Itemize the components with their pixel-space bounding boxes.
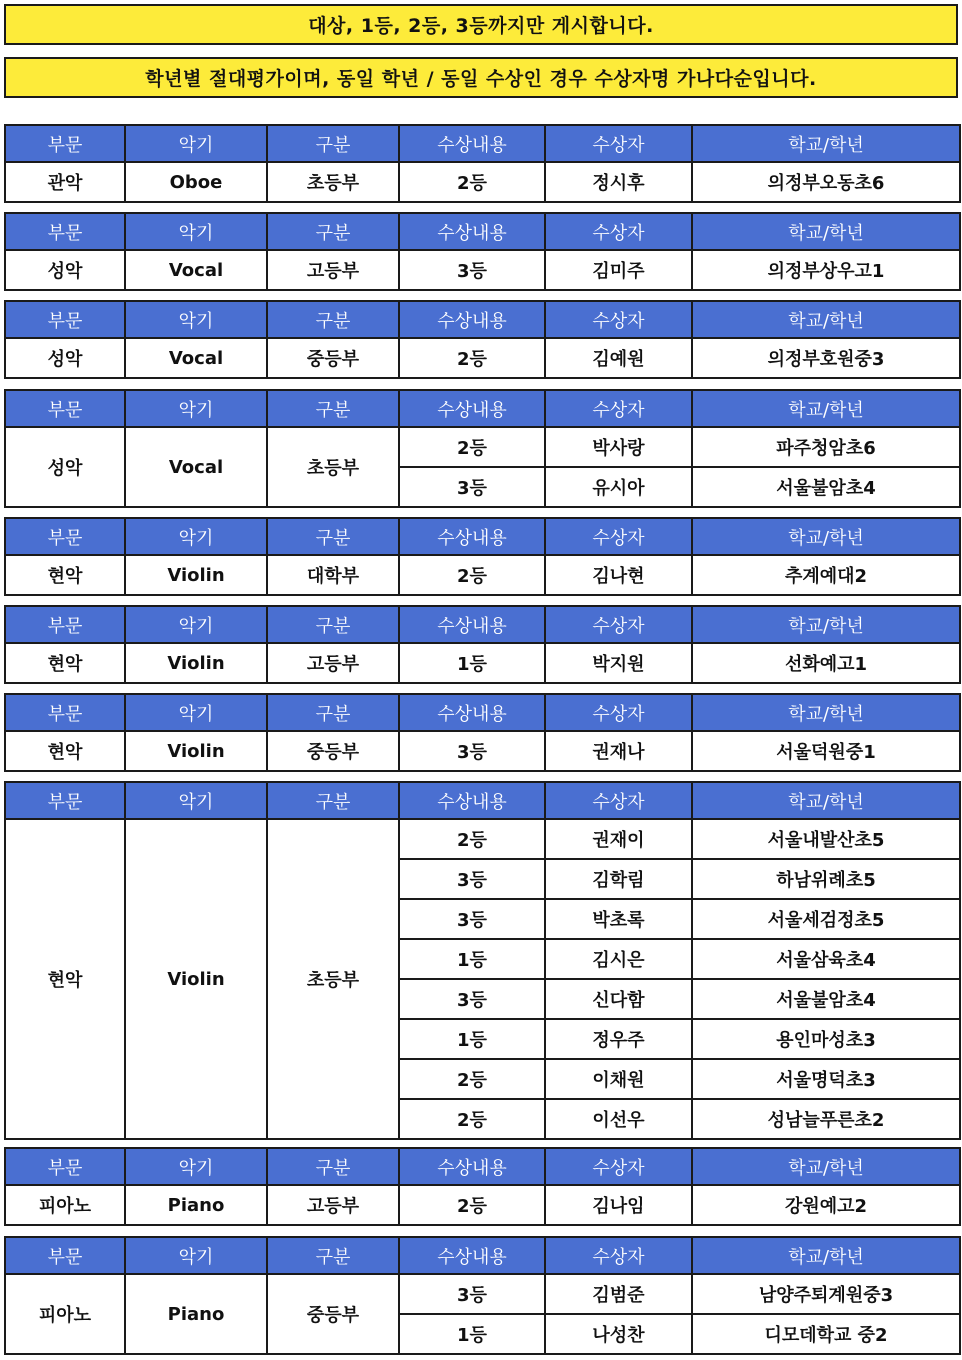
award-cell: 1등 xyxy=(399,939,545,979)
column-header: 부문 xyxy=(5,1237,125,1274)
winner-cell: 김나현 xyxy=(545,555,692,595)
school-cell: 디모데학교 중2 xyxy=(692,1314,960,1354)
column-header: 악기 xyxy=(125,1237,267,1274)
column-header: 학교/학년 xyxy=(692,1148,960,1185)
award-table xyxy=(4,212,961,291)
column-header: 수상내용 xyxy=(399,606,545,643)
winner-cell: 김학림 xyxy=(545,859,692,899)
award-table xyxy=(4,389,961,508)
school-cell: 강원예고2 xyxy=(692,1185,960,1225)
column-header: 악기 xyxy=(125,390,267,427)
header-row xyxy=(5,301,960,338)
column-header: 구분 xyxy=(267,694,399,731)
winner-cell: 나성찬 xyxy=(545,1314,692,1354)
award-cell: 1등 xyxy=(399,1019,545,1059)
column-header: 수상내용 xyxy=(399,1237,545,1274)
winner-cell: 권재나 xyxy=(545,731,692,771)
column-header: 수상내용 xyxy=(399,518,545,555)
column-header: 악기 xyxy=(125,213,267,250)
award-cell: 2등 xyxy=(399,555,545,595)
winner-cell: 박사랑 xyxy=(545,427,692,467)
column-header: 구분 xyxy=(267,782,399,819)
category-cell: 성악 xyxy=(5,427,125,507)
table-row xyxy=(5,427,960,467)
column-header: 학교/학년 xyxy=(692,301,960,338)
school-cell: 서울불암초4 xyxy=(692,979,960,1019)
school-cell: 파주청암초6 xyxy=(692,427,960,467)
winner-cell: 김시은 xyxy=(545,939,692,979)
school-cell: 서울세검정초5 xyxy=(692,899,960,939)
school-cell: 의정부오동초6 xyxy=(692,162,960,202)
division-cell: 초등부 xyxy=(267,427,399,507)
column-header: 학교/학년 xyxy=(692,606,960,643)
division-cell: 초등부 xyxy=(267,162,399,202)
header-row xyxy=(5,782,960,819)
category-cell: 현악 xyxy=(5,555,125,595)
table-row xyxy=(5,731,960,771)
column-header: 학교/학년 xyxy=(692,125,960,162)
award-table xyxy=(4,605,961,684)
column-header: 수상자 xyxy=(545,125,692,162)
category-cell: 현악 xyxy=(5,731,125,771)
winner-cell: 박지원 xyxy=(545,643,692,683)
winner-cell: 이선우 xyxy=(545,1099,692,1139)
column-header: 부문 xyxy=(5,518,125,555)
column-header: 수상자 xyxy=(545,213,692,250)
award-cell: 3등 xyxy=(399,731,545,771)
category-cell: 성악 xyxy=(5,338,125,378)
instrument-cell: Vocal xyxy=(125,427,267,507)
column-header: 수상내용 xyxy=(399,782,545,819)
table-row xyxy=(5,819,960,859)
award-table xyxy=(4,124,961,203)
category-cell: 성악 xyxy=(5,250,125,290)
column-header: 구분 xyxy=(267,213,399,250)
division-cell: 고등부 xyxy=(267,250,399,290)
column-header: 악기 xyxy=(125,606,267,643)
column-header: 학교/학년 xyxy=(692,782,960,819)
category-cell: 현악 xyxy=(5,819,125,1139)
winner-cell: 김나임 xyxy=(545,1185,692,1225)
award-table xyxy=(4,300,961,379)
instrument-cell: Violin xyxy=(125,819,267,1139)
header-row xyxy=(5,213,960,250)
instrument-cell: Piano xyxy=(125,1274,267,1354)
column-header: 수상자 xyxy=(545,1148,692,1185)
column-header: 부문 xyxy=(5,301,125,338)
column-header: 구분 xyxy=(267,1148,399,1185)
award-table xyxy=(4,517,961,596)
column-header: 악기 xyxy=(125,1148,267,1185)
column-header: 구분 xyxy=(267,1237,399,1274)
award-cell: 3등 xyxy=(399,859,545,899)
column-header: 부문 xyxy=(5,606,125,643)
school-cell: 추계예대2 xyxy=(692,555,960,595)
winner-cell: 김예원 xyxy=(545,338,692,378)
category-cell: 관악 xyxy=(5,162,125,202)
winner-cell: 정시후 xyxy=(545,162,692,202)
category-cell: 현악 xyxy=(5,643,125,683)
table-row xyxy=(5,162,960,202)
school-cell: 서울불암초4 xyxy=(692,467,960,507)
school-cell: 서울덕원중1 xyxy=(692,731,960,771)
column-header: 악기 xyxy=(125,782,267,819)
winner-cell: 김미주 xyxy=(545,250,692,290)
table-row xyxy=(5,1274,960,1314)
award-table xyxy=(4,1236,961,1355)
instrument-cell: Vocal xyxy=(125,338,267,378)
division-cell: 중등부 xyxy=(267,1274,399,1354)
column-header: 수상내용 xyxy=(399,301,545,338)
column-header: 수상내용 xyxy=(399,694,545,731)
column-header: 구분 xyxy=(267,125,399,162)
division-cell: 초등부 xyxy=(267,819,399,1139)
column-header: 수상자 xyxy=(545,782,692,819)
school-cell: 용인마성초3 xyxy=(692,1019,960,1059)
award-cell: 3등 xyxy=(399,979,545,1019)
winner-cell: 유시아 xyxy=(545,467,692,507)
school-cell: 남양주퇴계원중3 xyxy=(692,1274,960,1314)
school-cell: 서울삼육초4 xyxy=(692,939,960,979)
header-row xyxy=(5,1237,960,1274)
award-cell: 1등 xyxy=(399,643,545,683)
column-header: 구분 xyxy=(267,301,399,338)
award-cell: 3등 xyxy=(399,467,545,507)
winner-cell: 정우주 xyxy=(545,1019,692,1059)
column-header: 수상내용 xyxy=(399,125,545,162)
school-cell: 의정부상우고1 xyxy=(692,250,960,290)
column-header: 수상자 xyxy=(545,694,692,731)
division-cell: 중등부 xyxy=(267,731,399,771)
column-header: 악기 xyxy=(125,694,267,731)
instrument-cell: Oboe xyxy=(125,162,267,202)
award-cell: 2등 xyxy=(399,1185,545,1225)
winner-cell: 신다함 xyxy=(545,979,692,1019)
notice-ordering-rule: 학년별 절대평가이며, 동일 학년 / 동일 수상인 경우 수상자명 가나다순입니다. xyxy=(4,57,958,98)
column-header: 부문 xyxy=(5,390,125,427)
column-header: 수상자 xyxy=(545,606,692,643)
instrument-cell: Violin xyxy=(125,643,267,683)
table-row xyxy=(5,250,960,290)
school-cell: 성남늘푸른초2 xyxy=(692,1099,960,1139)
award-table xyxy=(4,781,961,1140)
award-cell: 2등 xyxy=(399,1059,545,1099)
column-header: 학교/학년 xyxy=(692,213,960,250)
school-cell: 의정부호원중3 xyxy=(692,338,960,378)
column-header: 수상내용 xyxy=(399,213,545,250)
column-header: 수상자 xyxy=(545,518,692,555)
award-cell: 2등 xyxy=(399,162,545,202)
column-header: 부문 xyxy=(5,782,125,819)
column-header: 수상자 xyxy=(545,301,692,338)
instrument-cell: Violin xyxy=(125,555,267,595)
column-header: 수상내용 xyxy=(399,390,545,427)
category-cell: 피아노 xyxy=(5,1274,125,1354)
award-cell: 3등 xyxy=(399,250,545,290)
category-cell: 피아노 xyxy=(5,1185,125,1225)
award-cell: 2등 xyxy=(399,427,545,467)
award-cell: 2등 xyxy=(399,338,545,378)
table-row xyxy=(5,643,960,683)
school-cell: 하남위례초5 xyxy=(692,859,960,899)
column-header: 수상자 xyxy=(545,390,692,427)
column-header: 구분 xyxy=(267,390,399,427)
column-header: 학교/학년 xyxy=(692,518,960,555)
award-cell: 2등 xyxy=(399,1099,545,1139)
header-row xyxy=(5,125,960,162)
instrument-cell: Piano xyxy=(125,1185,267,1225)
school-cell: 선화예고1 xyxy=(692,643,960,683)
column-header: 악기 xyxy=(125,518,267,555)
winner-cell: 김범준 xyxy=(545,1274,692,1314)
column-header: 부문 xyxy=(5,694,125,731)
instrument-cell: Violin xyxy=(125,731,267,771)
column-header: 학교/학년 xyxy=(692,390,960,427)
award-table xyxy=(4,693,961,772)
column-header: 수상자 xyxy=(545,1237,692,1274)
column-header: 부문 xyxy=(5,1148,125,1185)
column-header: 수상내용 xyxy=(399,1148,545,1185)
division-cell: 대학부 xyxy=(267,555,399,595)
division-cell: 중등부 xyxy=(267,338,399,378)
header-row xyxy=(5,1148,960,1185)
table-row xyxy=(5,1185,960,1225)
column-header: 부문 xyxy=(5,213,125,250)
instrument-cell: Vocal xyxy=(125,250,267,290)
winner-cell: 이채원 xyxy=(545,1059,692,1099)
award-cell: 3등 xyxy=(399,1274,545,1314)
award-table xyxy=(4,1147,961,1226)
school-cell: 서울명덕초3 xyxy=(692,1059,960,1099)
award-cell: 1등 xyxy=(399,1314,545,1354)
column-header: 구분 xyxy=(267,606,399,643)
award-cell: 2등 xyxy=(399,819,545,859)
header-row xyxy=(5,390,960,427)
division-cell: 고등부 xyxy=(267,1185,399,1225)
column-header: 학교/학년 xyxy=(692,694,960,731)
table-row xyxy=(5,338,960,378)
column-header: 부문 xyxy=(5,125,125,162)
header-row xyxy=(5,518,960,555)
column-header: 학교/학년 xyxy=(692,1237,960,1274)
notice-posting-scope: 대상, 1등, 2등, 3등까지만 게시합니다. xyxy=(4,4,958,45)
division-cell: 고등부 xyxy=(267,643,399,683)
header-row xyxy=(5,694,960,731)
column-header: 구분 xyxy=(267,518,399,555)
winner-cell: 박초록 xyxy=(545,899,692,939)
table-row xyxy=(5,555,960,595)
header-row xyxy=(5,606,960,643)
column-header: 악기 xyxy=(125,301,267,338)
column-header: 악기 xyxy=(125,125,267,162)
award-cell: 3등 xyxy=(399,899,545,939)
school-cell: 서울내발산초5 xyxy=(692,819,960,859)
winner-cell: 권재이 xyxy=(545,819,692,859)
